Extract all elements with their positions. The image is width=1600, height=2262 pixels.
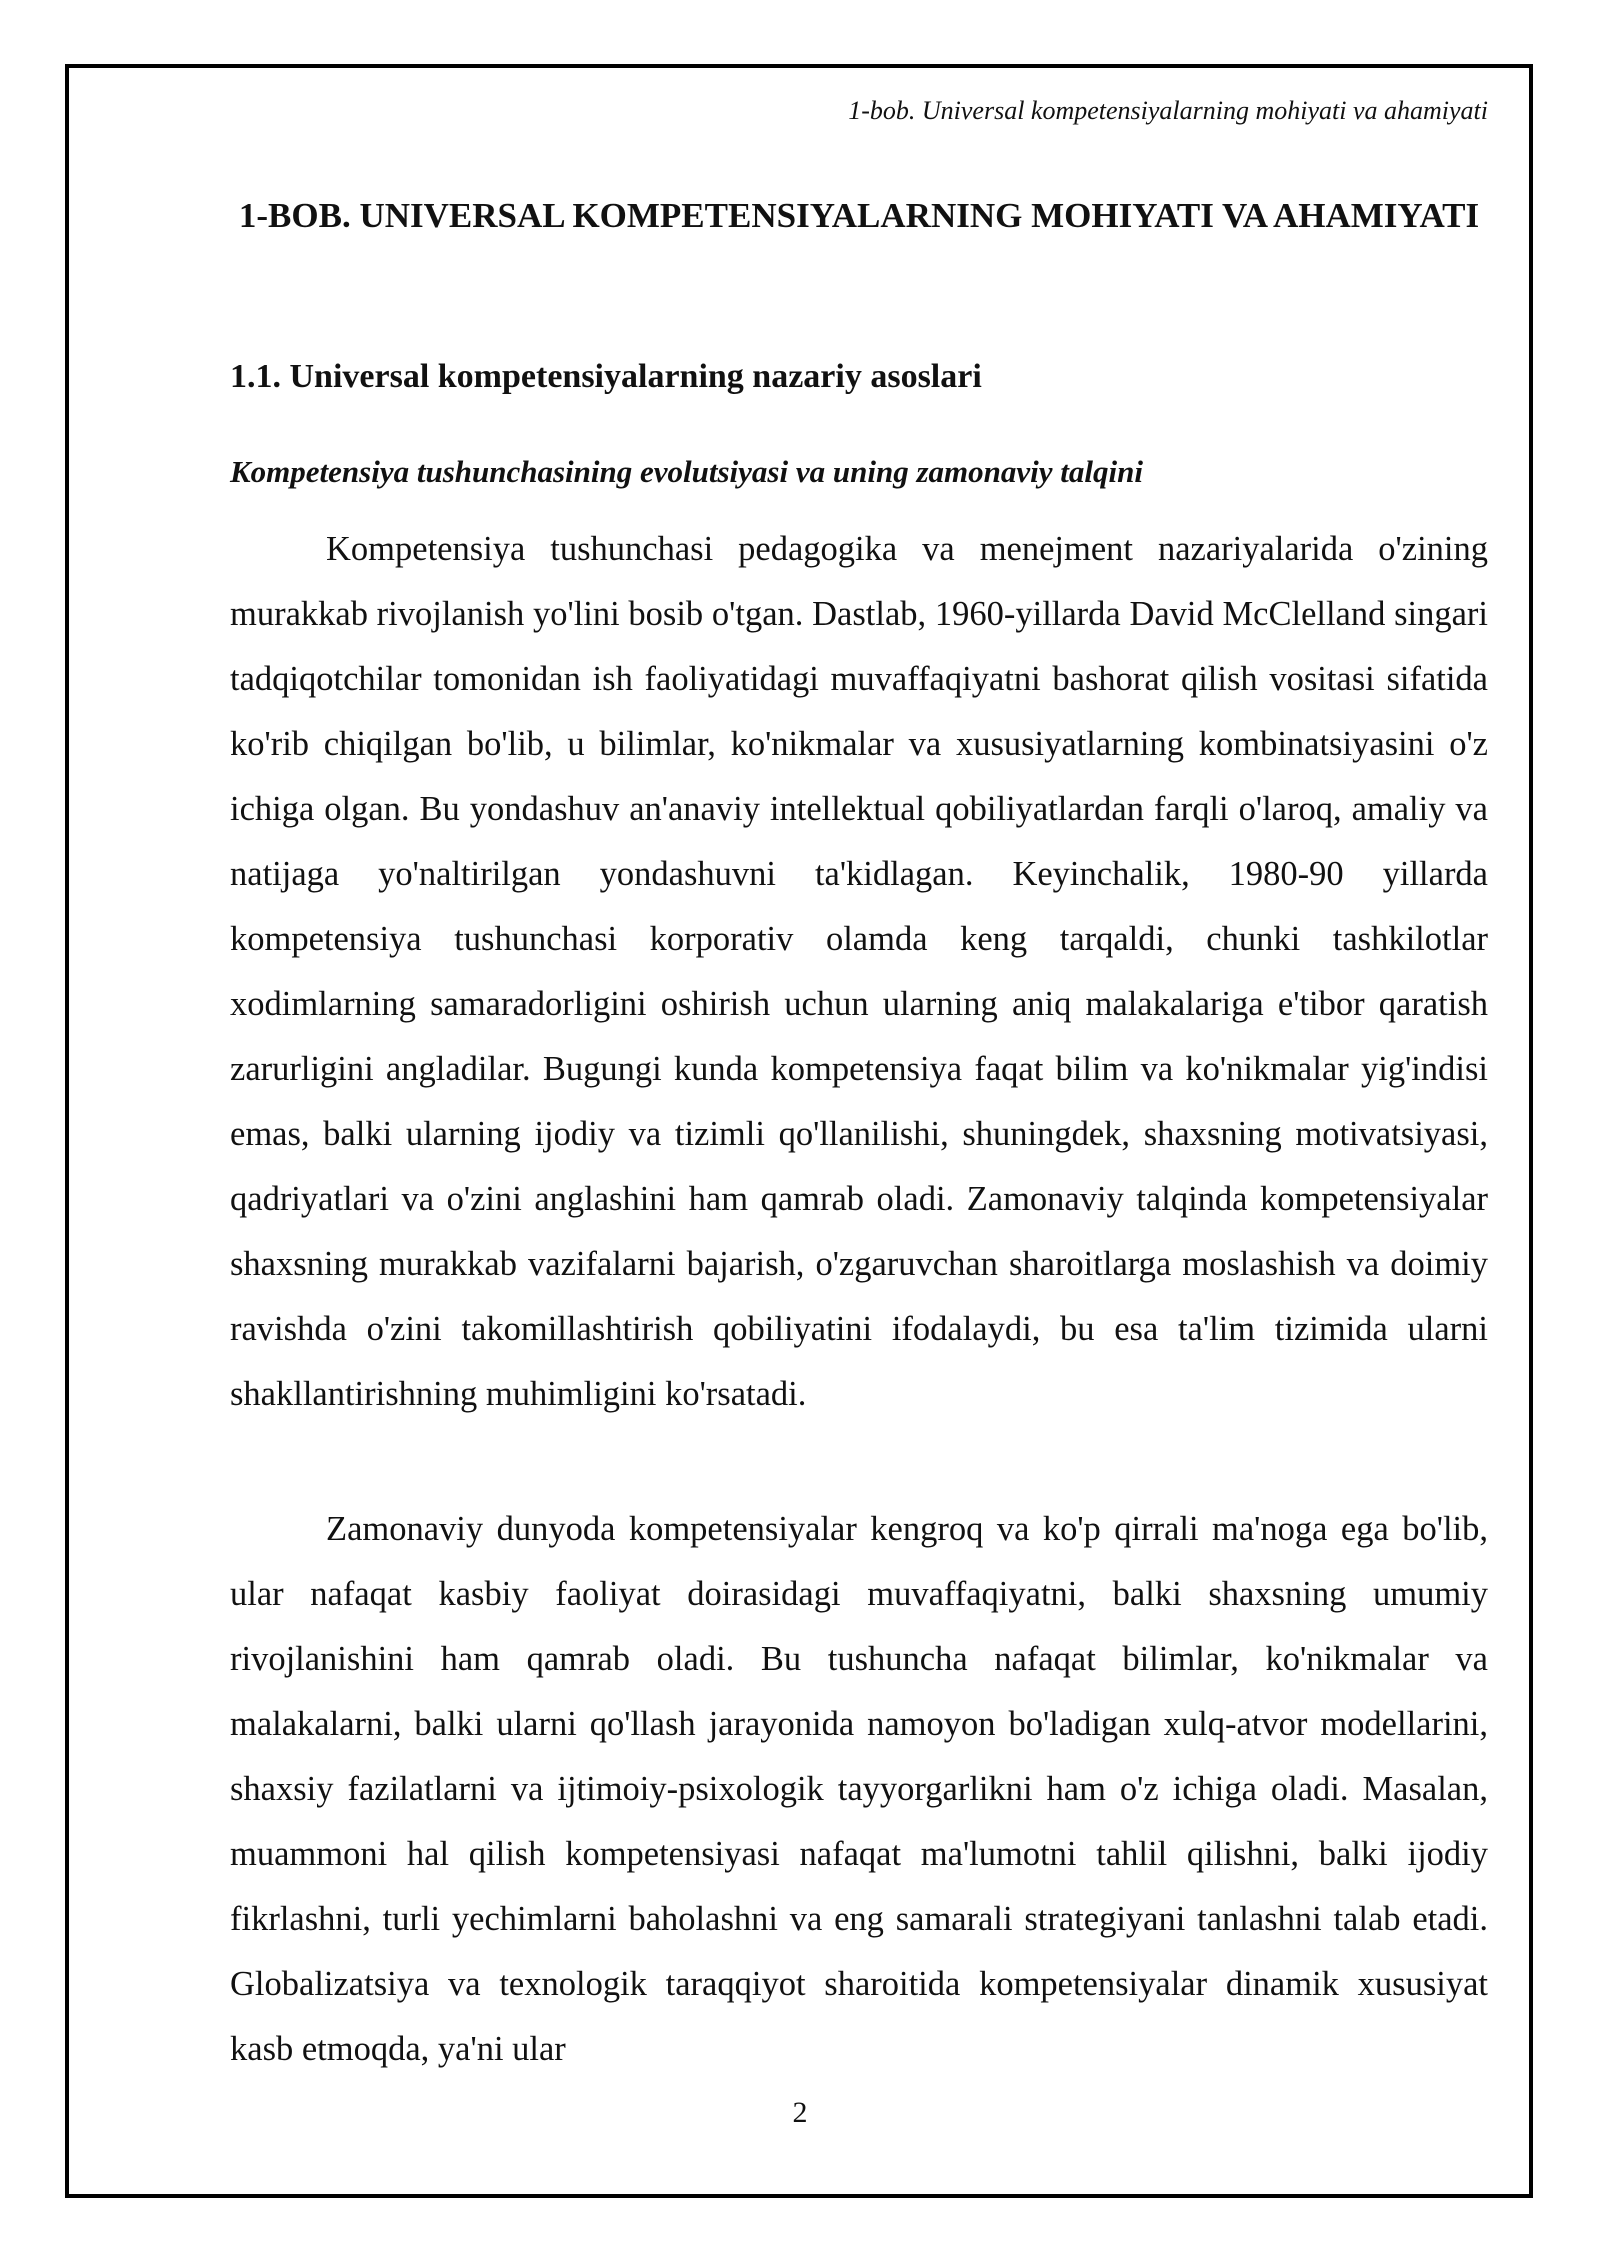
running-header: 1-bob. Universal kompetensiyalarning mohiyati va ahamiyati: [848, 96, 1488, 125]
section-title: 1.1. Universal kompetensiyalarning nazariy asoslari: [230, 358, 982, 395]
body-paragraph-2: Zamonaviy dunyoda kompetensiyalar kengroq va ko'p qirrali ma'noga ega bo'lib, ular nafaqat kasbiy faoliyat doirasidagi muvaffaqiyatni, balki shaxsning umumiy rivojlanishini ham qamrab oladi. Bu tushuncha nafaqat bilimlar, ko'nikmalar va malakalarni, balki ularni qo'llash jarayonida namoyon bo'ladigan xulq-atvor modellarini, shaxsiy fazilatlarni va ijtimoiy-psixologik tayyorgarlikni ham o'z ichiga oladi. Masalan, muammoni hal qilish kompetensiyasi nafaqat ma'lumotni tahlil qilishni, balki ijodiy fikrlashni, turli yechimlarni baholashni va eng samarali strategiyani tanlashni talab etadi. Globalizatsiya va texnologik taraqqiyot sharoitida kompetensiyalar dinamik xususiyat kasb etmoqda, ya'ni ular: [230, 1510, 1488, 2068]
subsection-title: Kompetensiya tushunchasining evolutsiyasi va uning zamonaviy talqini: [230, 454, 1143, 489]
chapter-title: 1-BOB. UNIVERSAL KOMPETENSIYALARNING MOHIYATI VA AHAMIYATI: [238, 196, 1480, 235]
body-paragraph-1: Kompetensiya tushunchasi pedagogika va menejment nazariyalarida o'zining murakkab rivojlanish yo'lini bosib o'tgan. Dastlab, 1960-yillarda David McClelland singari tadqiqotchilar tomonidan ish faoliyatidagi muvaffaqiyatni bashorat qilish vositasi sifatida ko'rib chiqilgan bo'lib, u bilimlar, ko'nikmalar va xususiyatlarning kombinatsiyasini o'z ichiga olgan. Bu yondashuv an'anaviy intellektual qobiliyatlardan farqli o'laroq, amaliy va natijaga yo'naltirilgan yondashuvni ta'kidlagan. Keyinchalik, 1980-90 yillarda kompetensiya tushunchasi korporativ olamda keng tarqaldi, chunki tashkilotlar xodimlarning samaradorligini oshirish uchun ularning aniq malakalariga e'tibor qaratish zarurligini angladilar. Bugungi kunda kompetensiya faqat bilim va ko'nikmalar yig'indisi emas, balki ularning ijodiy va tizimli qo'llanilishi, shuningdek, shaxsning motivatsiyasi, qadriyatlari va o'zini anglashini ham qamrab oladi. Zamonaviy talqinda kompetensiyalar shaxsning murakkab vazifalarni bajarish, o'zgaruvchan sharoitlarga moslashish va doimiy ravishda o'zini takomillashtirish qobiliyatini ifodalaydi, bu esa ta'lim tizimida ularni shakllantirishning muhimligini ko'rsatadi.: [230, 530, 1488, 1413]
page-number: 2: [792, 2096, 808, 2129]
